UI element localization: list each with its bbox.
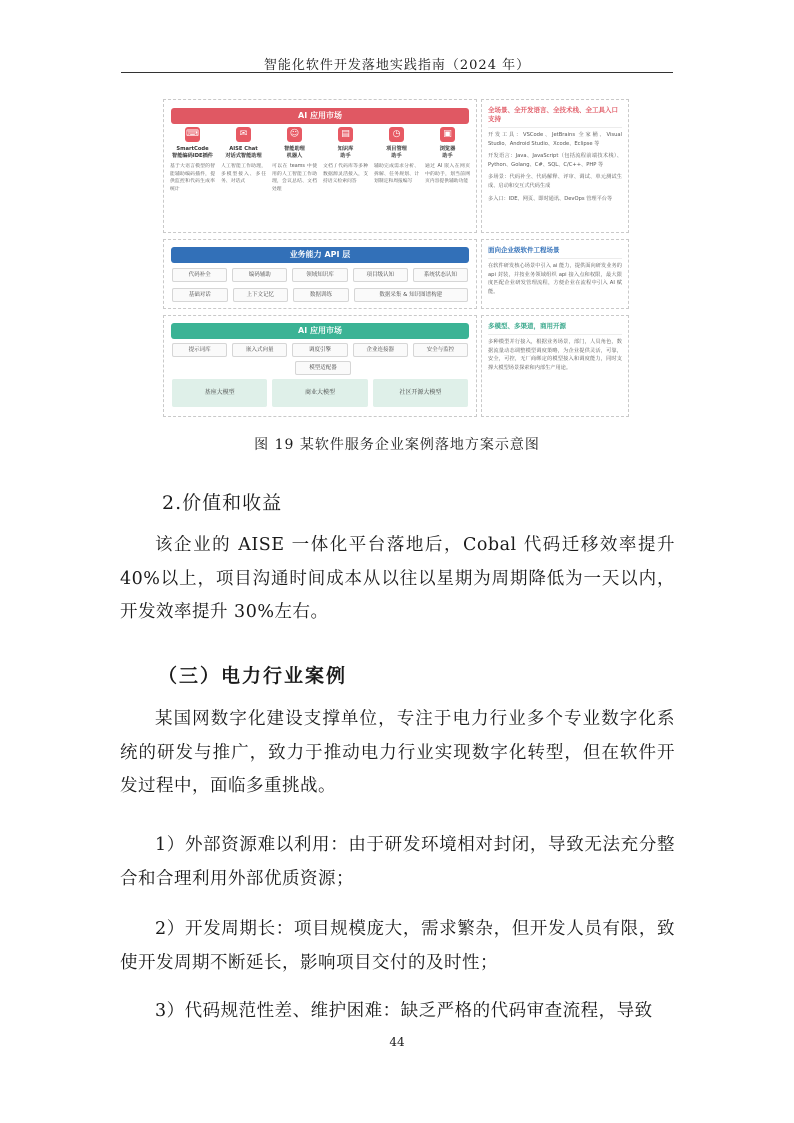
divider	[488, 127, 622, 128]
side-note-title: 面向企业级软件工程场景	[488, 246, 560, 254]
base-model-row	[172, 379, 468, 407]
chat-icon: ✉	[236, 127, 251, 142]
side-note-item: 开发语言：Java、JavaScript（包括流程前端技术栈）、Python、Golang、C#、SQL、C/C++、PHP 等	[488, 153, 622, 168]
api-chip: 编码辅助	[232, 268, 287, 282]
app-title: AISE Chat 对话式智能助理	[225, 146, 262, 159]
app-desc: 通过 AI 嵌入在网页中的助手，划当前网页内容提供辅助功能	[425, 164, 470, 185]
model-panel	[163, 315, 477, 417]
app-title: 项目管理 助手	[386, 146, 407, 159]
base-model-box: 基座大模型	[172, 379, 267, 407]
app-desc: 基于大语言模型的智能辅助编码插件，提供监控和代码生成率统计	[170, 164, 215, 192]
header-rule	[121, 72, 673, 73]
side-note-3	[481, 315, 629, 417]
market-row	[172, 343, 468, 357]
figure-caption: 图 19 某软件服务企业案例落地方案示意图	[254, 437, 540, 453]
app-desc: 可以在 teams 中使用的人工智能工作助理，会议总结、文档处理	[272, 164, 317, 192]
app-title: SmartCode 智能编码IDE插件	[172, 146, 213, 159]
base-model-box: 社区开源大模型	[373, 379, 468, 407]
api-layer-panel	[163, 239, 477, 309]
app-knowledge-base	[320, 124, 371, 193]
base-model-box: 商业大模型	[272, 379, 367, 407]
app-project-management	[371, 124, 422, 193]
api-chip: 上下文记忆	[233, 288, 289, 302]
browser-icon: ▣	[440, 127, 455, 142]
api-chip: 数据采集 & 知识图谱构建	[354, 288, 468, 302]
api-chip: 基础对话	[172, 288, 228, 302]
app-desc: 人工智能工作助理，多模型接入、多任务、对话式	[221, 164, 266, 185]
list-item-3: 3）代码规范性差、维护困难：缺乏严格的代码审查流程，导致	[155, 1001, 653, 1021]
running-header: 智能化软件开发落地实践指南（2024 年）	[263, 58, 531, 73]
ai-app-market-banner: AI 应用市场	[171, 108, 469, 124]
list-item-1: 1）外部资源难以利用：由于研发环境相对封闭，导致无法充分整合和合理利用外部优质资源；	[120, 835, 675, 889]
divider	[488, 334, 622, 335]
side-note-1	[481, 99, 629, 233]
divider	[488, 258, 622, 259]
market-chip: 安全与监控	[413, 343, 468, 357]
paragraph-value: 该企业的 AISE 一体化平台落地后，Cobal 代码迁移效率提升 40%以上，项目沟通时间成本从以往以星期为周期降低为一天以内，开发效率提升 30%左右。	[120, 535, 675, 622]
side-note-item: 多种模型并行接入，根据业务场景，部门，人员角色，数据流量动态调整模型调度策略，为企业提供灵活，可靠，安全，可控，无厂商绑定的模型接入和调度能力，同时支撑大模型场景探索和内部生产用途。	[488, 339, 622, 371]
api-row-1	[172, 268, 468, 282]
book-icon: ▤	[338, 127, 353, 142]
ai-apps-panel	[163, 99, 477, 233]
side-note-item: 在软件研发核心场景中引入 ai 能力，提供面向研发业务的 api 封装，并按业务领域组织 api 接入点和权限，最大限度匹配企业研发管理流程，方便企业在流程中引入 AI 赋能。	[488, 263, 622, 295]
list-item-2: 2）开发周期长：项目规模庞大，需求繁杂，但开发人员有限，致使开发周期不断延长，影响项目交付的及时性；	[120, 919, 675, 973]
api-chip: 系统状态认知	[413, 268, 468, 282]
api-chip: 代码补全	[172, 268, 227, 282]
market-chip: 调度引擎	[292, 343, 347, 357]
market-chip: 提示词库	[172, 343, 227, 357]
page-number: 44	[389, 1035, 405, 1049]
app-browser-assistant	[422, 124, 473, 193]
app-list	[167, 124, 473, 193]
robot-icon: ☺	[287, 127, 302, 142]
side-note-title: 多模型、多渠道，商用开源	[488, 322, 566, 330]
paragraph-intro: 某国网数字化建设支撑单位，专注于电力行业多个专业数字化系统的研发与推广，致力于推动电力行业实现数字化转型，但在软件开发过程中，面临多重挑战。	[120, 709, 675, 796]
side-note-item: 多场景：代码补全、代码解释、评审、调试、单元测试生成、启动和交互式代码生成	[488, 174, 622, 189]
side-note-title: 全场景、全开发语言、全技术栈、全工具入口支持	[488, 106, 618, 123]
market-chip: 嵌入式向量	[232, 343, 287, 357]
code-icon: ⌨	[185, 127, 200, 142]
model-adapter-chip: 模型适配器	[295, 361, 351, 375]
project-icon: ◷	[389, 127, 404, 142]
section-heading-value: 2.价值和收益	[162, 492, 283, 514]
model-market-banner: AI 应用市场	[171, 323, 469, 339]
api-row-2	[172, 288, 468, 302]
market-chip: 企业连接器	[353, 343, 408, 357]
app-assistant-robot	[269, 124, 320, 193]
app-smartcode	[167, 124, 218, 193]
app-desc: 文档 / 代码库等多种数据源灵活接入，支持语义检索问答	[323, 164, 368, 185]
section-heading-power: （三）电力行业案例	[158, 665, 348, 687]
api-chip: 领域知识库	[292, 268, 347, 282]
api-chip: 数据训练	[293, 288, 349, 302]
app-title: 知识库 助手	[337, 146, 354, 159]
architecture-figure	[163, 99, 629, 417]
api-layer-banner: 业务能力 API 层	[171, 247, 469, 263]
app-aise-chat	[218, 124, 269, 193]
side-note-item: 多入口：IDE、网页、即时通讯、DevOps 管理平台等	[488, 195, 613, 202]
api-chip: 项目级认知	[353, 268, 408, 282]
app-title: 浏览器 助手	[439, 146, 456, 159]
app-desc: 辅助完成需求分析、拆解、任务规划、计划制定和周报编写	[374, 164, 419, 185]
side-note-item: 开发工具：VSCode、JetBrains 全家桶、Visual Studio、Android Studio、Xcode、Eclipse 等	[488, 132, 622, 147]
app-title: 智能助理 机器人	[284, 146, 305, 159]
side-note-2	[481, 239, 629, 309]
